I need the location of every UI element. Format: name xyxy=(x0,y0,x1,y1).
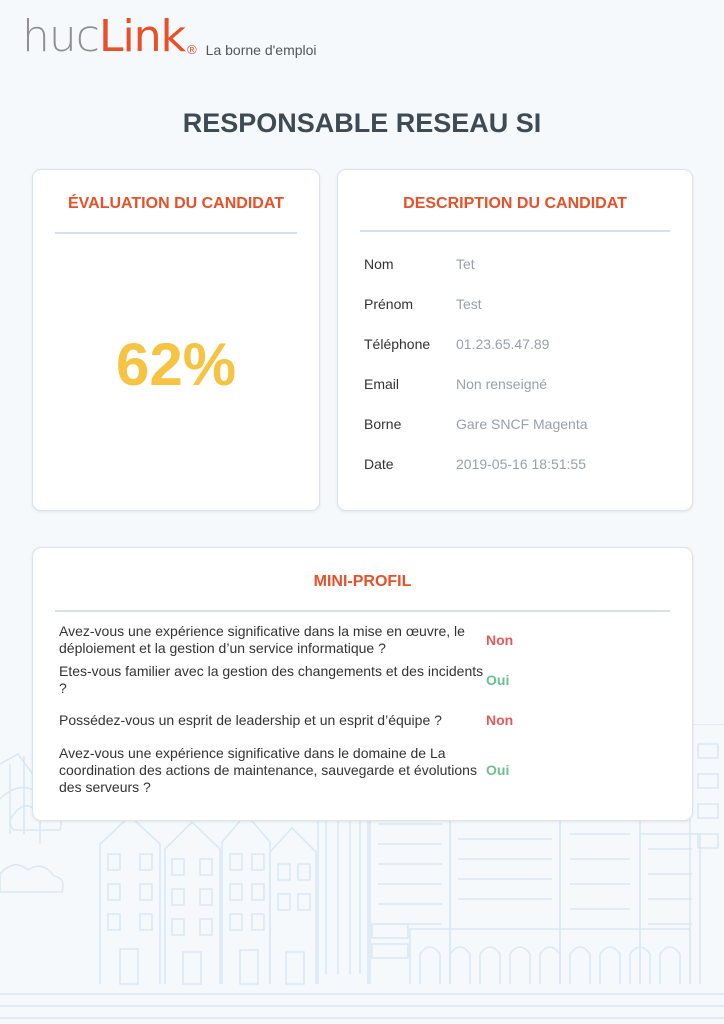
brand-tagline: La borne d'emploi xyxy=(205,42,317,58)
field-value: 01.23.65.47.89 xyxy=(456,336,550,352)
answer-badge: Oui xyxy=(486,761,510,778)
question-text: Avez-vous une expérience significative dans le domaine de La coordination des actions de maintenance, sauvegarde et évolutions des serveurs ? xyxy=(59,744,477,795)
field-value: Tet xyxy=(456,256,475,272)
mini-profile-title: MINI-PROFIL xyxy=(55,548,670,612)
field-label: Email xyxy=(364,376,400,392)
description-card xyxy=(337,169,693,511)
question-row xyxy=(59,620,692,660)
answer-badge: Non xyxy=(486,711,514,728)
description-row-telephone xyxy=(364,324,692,364)
field-label: Nom xyxy=(364,256,394,272)
question-text: Possédez-vous un esprit de leadership et un esprit d’équipe ? xyxy=(59,711,442,728)
description-row-borne xyxy=(364,404,692,444)
field-value: 2019-05-16 18:51:55 xyxy=(456,456,586,472)
evaluation-title: ÉVALUATION DU CANDIDAT xyxy=(55,170,297,234)
registered-mark: ® xyxy=(187,42,197,57)
question-row xyxy=(59,660,692,700)
field-value: Test xyxy=(456,296,482,312)
mini-profile-card xyxy=(32,547,693,821)
logo-text-link: Link xyxy=(98,11,186,62)
description-row-nom xyxy=(364,244,692,284)
field-label: Téléphone xyxy=(364,336,431,352)
question-row xyxy=(59,700,692,740)
answer-badge: Non xyxy=(486,631,514,648)
evaluation-card xyxy=(32,169,320,511)
field-label: Prénom xyxy=(364,296,414,312)
field-label: Borne xyxy=(364,416,402,432)
field-value: Non renseigné xyxy=(456,376,548,392)
description-row-prenom xyxy=(364,284,692,324)
question-text: Avez-vous une expérience significative dans la mise en œuvre, le déploiement et la gestion d’un service informatique ? xyxy=(59,623,465,656)
field-label: Date xyxy=(364,456,394,472)
description-title: DESCRIPTION DU CANDIDAT xyxy=(360,170,670,232)
logo-text-huc: huc xyxy=(22,11,99,62)
description-list xyxy=(364,244,692,484)
page-title: RESPONSABLE RESEAU SI xyxy=(182,108,542,138)
description-row-date xyxy=(364,444,692,484)
question-row xyxy=(59,740,692,800)
brand-logo xyxy=(22,11,317,62)
description-row-email xyxy=(364,364,692,404)
question-list xyxy=(59,620,692,800)
field-value: Gare SNCF Magenta xyxy=(456,416,588,432)
evaluation-score: 62% xyxy=(115,331,237,398)
answer-badge: Oui xyxy=(486,671,510,688)
question-text: Etes-vous familier avec la gestion des changements et des incidents ? xyxy=(59,663,484,696)
